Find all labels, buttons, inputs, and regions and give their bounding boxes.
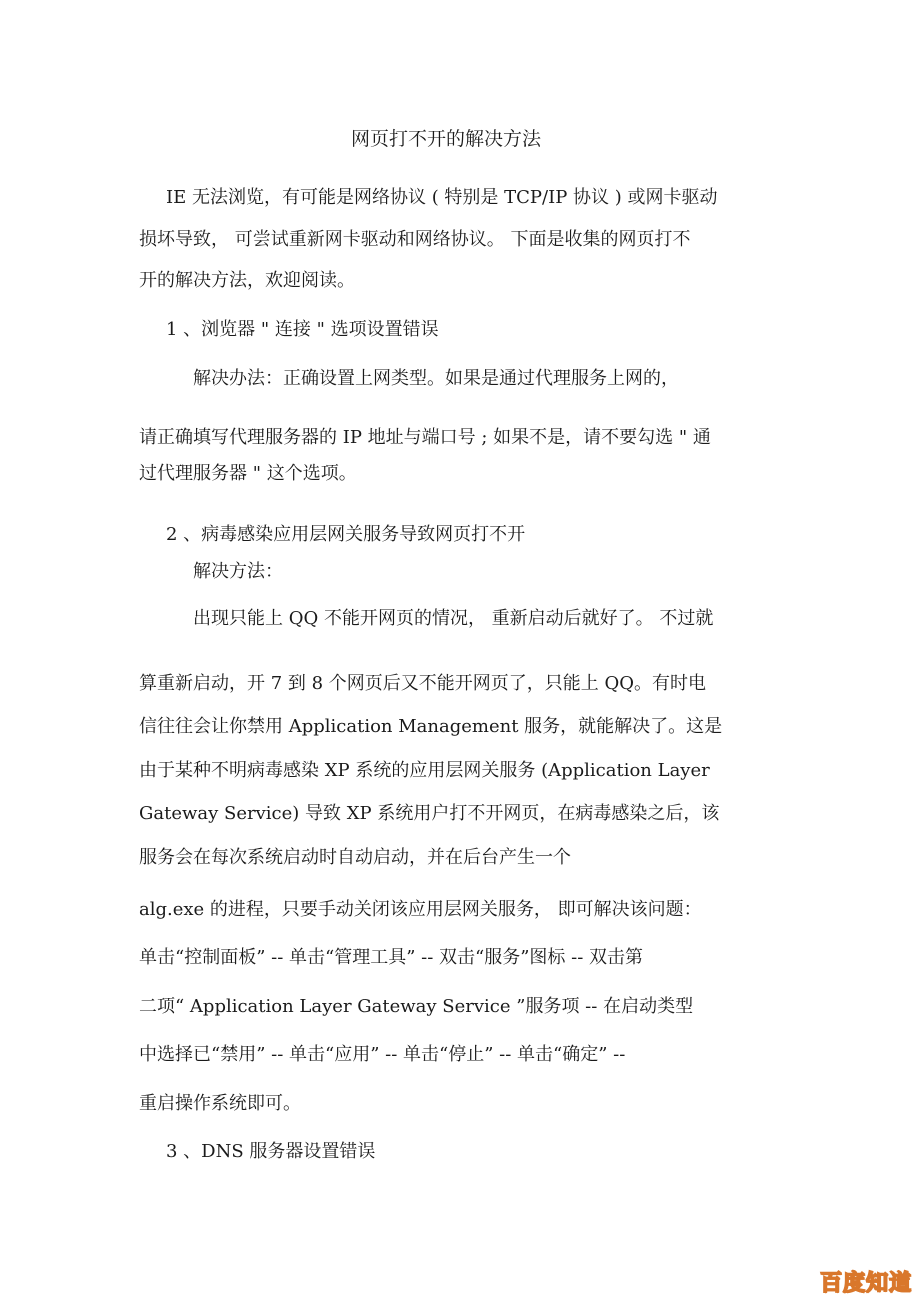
paragraph-line: 重启操作系统即可。 <box>139 1093 301 1114</box>
paragraph-line: 信往往会让你禁用 Application Management 服务，就能解决了。这是 <box>139 716 723 737</box>
paragraph-line: IE 无法浏览，有可能是网络协议 ( 特别是 TCP/IP 协议 ) 或网卡驱动 <box>166 187 718 208</box>
paragraph-line: 损坏导致， 可尝试重新网卡驱动和网络协议。 下面是收集的网页打不 <box>139 229 691 250</box>
baidu-zhidao-watermark: 百度知道 <box>819 1271 912 1296</box>
paragraph-line: alg.exe 的进程，只要手动关闭该应用层网关服务， 即可解决该问题： <box>139 899 702 920</box>
paragraph-line: 单击“控制面板” -- 单击“管理工具” -- 双击“服务”图标 -- 双击第 <box>139 947 644 968</box>
paragraph-line: 解决方法： <box>193 561 283 582</box>
paragraph-line: 服务会在每次系统启动时自动启动，并在后台产生一个 <box>139 847 571 868</box>
paragraph-line: 出现只能上 QQ 不能开网页的情况， 重新启动后就好了。 不过就 <box>193 608 714 629</box>
paragraph-line: 开的解决方法，欢迎阅读。 <box>139 270 355 291</box>
paragraph-line: 由于某种不明病毒感染 XP 系统的应用层网关服务 (Application Layer <box>139 760 710 781</box>
paragraph-line: 请正确填写代理服务器的 IP 地址与端口号 ; 如果不是，请不要勾选 " 通 <box>139 427 711 448</box>
section-heading-2: 2 、病毒感染应用层网关服务导致网页打不开 <box>166 524 526 545</box>
paragraph-line: 过代理服务器 " 这个选项。 <box>139 463 357 484</box>
paragraph-line: 解决办法：正确设置上网类型。如果是通过代理服务上网的， <box>193 368 679 389</box>
section-heading-3: 3 、DNS 服务器设置错误 <box>166 1141 376 1162</box>
paragraph-line: 算重新启动，开 7 到 8 个网页后又不能开网页了，只能上 QQ。有时电 <box>139 673 707 694</box>
paragraph-line: 二项“ Application Layer Gateway Service ”服务项 -- 在启动类型 <box>139 996 694 1017</box>
paragraph-line: 中选择已“禁用” -- 单击“应用” -- 单击“停止” -- 单击“确定” -- <box>139 1044 626 1065</box>
paragraph-line: Gateway Service) 导致 XP 系统用户打不开网页，在病毒感染之后，该 <box>139 803 720 824</box>
section-heading-1: 1 、浏览器 " 连接 " 选项设置错误 <box>166 319 439 340</box>
page-title: 网页打不开的解决方法 <box>350 128 541 150</box>
